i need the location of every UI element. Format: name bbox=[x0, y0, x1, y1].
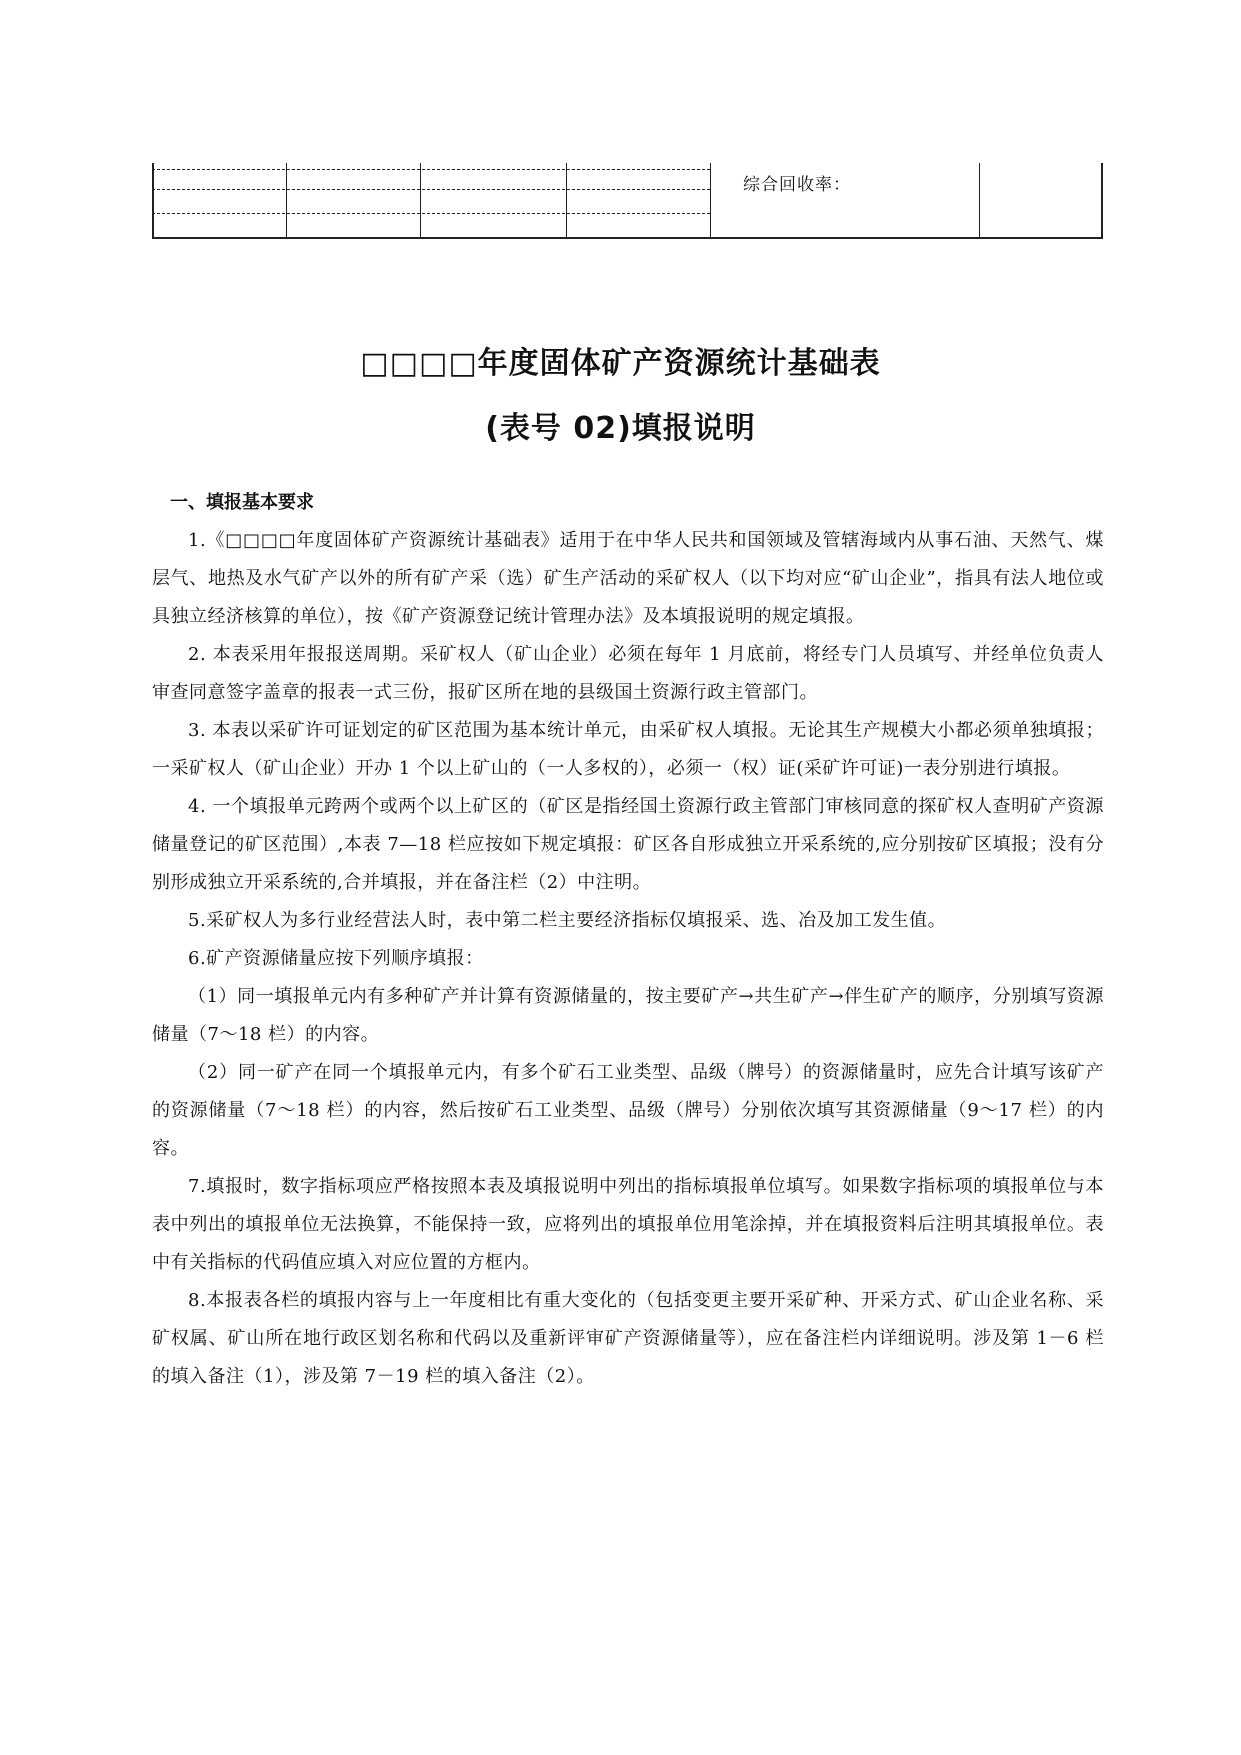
top-table-fragment bbox=[152, 163, 1103, 239]
recovery-rate-label: 综合回收率： bbox=[743, 175, 851, 195]
table-col-separator bbox=[420, 163, 421, 239]
instruction-paragraph-2: 2. 本表采用年报报送周期。采矿权人（矿山企业）必须在每年 1 月底前，将经专门人员填写、并经单位负责人审查同意签字盖章的报表一式三份，报矿区所在地的县级国土资源行政主管部门。 bbox=[152, 644, 1104, 703]
section-heading: 一、填报基本要求 bbox=[170, 492, 314, 513]
table-border-bottom bbox=[152, 237, 1103, 239]
page-subtitle: (表号 02)填报说明 bbox=[485, 411, 756, 446]
table-col-separator bbox=[979, 163, 980, 239]
dashed-row-line bbox=[152, 189, 710, 190]
instruction-paragraph-6: 6.矿产资源储量应按下列顺序填报： bbox=[188, 948, 484, 969]
instruction-paragraph-3: 3. 本表以采矿许可证划定的矿区范围为基本统计单元，由采矿权人填报。无论其生产规模大小都必须单独填报；一采矿权人（矿山企业）开办 1 个以上矿山的（一人多权的），必须一（权）证(采矿许可证)一表分别进行填报。 bbox=[152, 720, 1104, 779]
instruction-paragraph-4: 4. 一个填报单元跨两个或两个以上矿区的（矿区是指经国土资源行政主管部门审核同意的探矿权人查明矿产资源储量登记的矿区范围）,本表 7—18 栏应按如下规定填报：矿区各自形成独立开采系统的,应分别按矿区填报；没有分别形成独立开采系统的,合并填报，并在备注栏（2）中注明。 bbox=[152, 796, 1104, 893]
dashed-row-line bbox=[152, 169, 710, 170]
instruction-paragraph-6-2: （2）同一矿产在同一个填报单元内，有多个矿石工业类型、品级（牌号）的资源储量时，应先合计填写该矿产的资源储量（7～18 栏）的内容，然后按矿石工业类型、品级（牌号）分别依次填写其资源储量（9～17 栏）的内容。 bbox=[152, 1062, 1104, 1159]
instruction-paragraph-6-1: （1）同一填报单元内有多种矿产并计算有资源储量的，按主要矿产→共生矿产→伴生矿产的顺序，分别填写资源储量（7～18 栏）的内容。 bbox=[152, 986, 1104, 1045]
table-col-separator bbox=[286, 163, 287, 239]
dashed-row-line bbox=[152, 213, 710, 214]
instruction-paragraph-7: 7.填报时，数字指标项应严格按照本表及填报说明中列出的指标填报单位填写。如果数字指标项的填报单位与本表中列出的填报单位无法换算，不能保持一致，应将列出的填报单位用笔涂掉，并在填报资料后注明其填报单位。表中有关指标的代码值应填入对应位置的方框内。 bbox=[152, 1176, 1104, 1273]
instruction-paragraph-5: 5.采矿权人为多行业经营法人时，表中第二栏主要经济指标仅填报采、选、冶及加工发生值。 bbox=[188, 910, 947, 931]
page-title: □□□□年度固体矿产资源统计基础表 bbox=[360, 346, 881, 381]
instruction-paragraph-8: 8.本报表各栏的填报内容与上一年度相比有重大变化的（包括变更主要开采矿种、开采方式、矿山企业名称、采矿权属、矿山所在地行政区划名称和代码以及重新评审矿产资源储量等），应在备注栏内详细说明。涉及第 1－6 栏的填入备注（1），涉及第 7－19 栏的填入备注（2）。 bbox=[152, 1290, 1104, 1387]
table-border-right bbox=[1101, 163, 1103, 239]
instructions-body bbox=[152, 522, 1104, 1396]
table-col-separator bbox=[566, 163, 567, 239]
table-border-left bbox=[152, 163, 154, 239]
instruction-paragraph-1: 1.《□□□□年度固体矿产资源统计基础表》适用于在中华人民共和国领域及管辖海域内从事石油、天然气、煤层气、地热及水气矿产以外的所有矿产采（选）矿生产活动的采矿权人（以下均对应“矿山企业”，指具有法人地位或具独立经济核算的单位），按《矿产资源登记统计管理办法》及本填报说明的规定填报。 bbox=[152, 530, 1104, 627]
table-col-separator bbox=[710, 163, 711, 239]
